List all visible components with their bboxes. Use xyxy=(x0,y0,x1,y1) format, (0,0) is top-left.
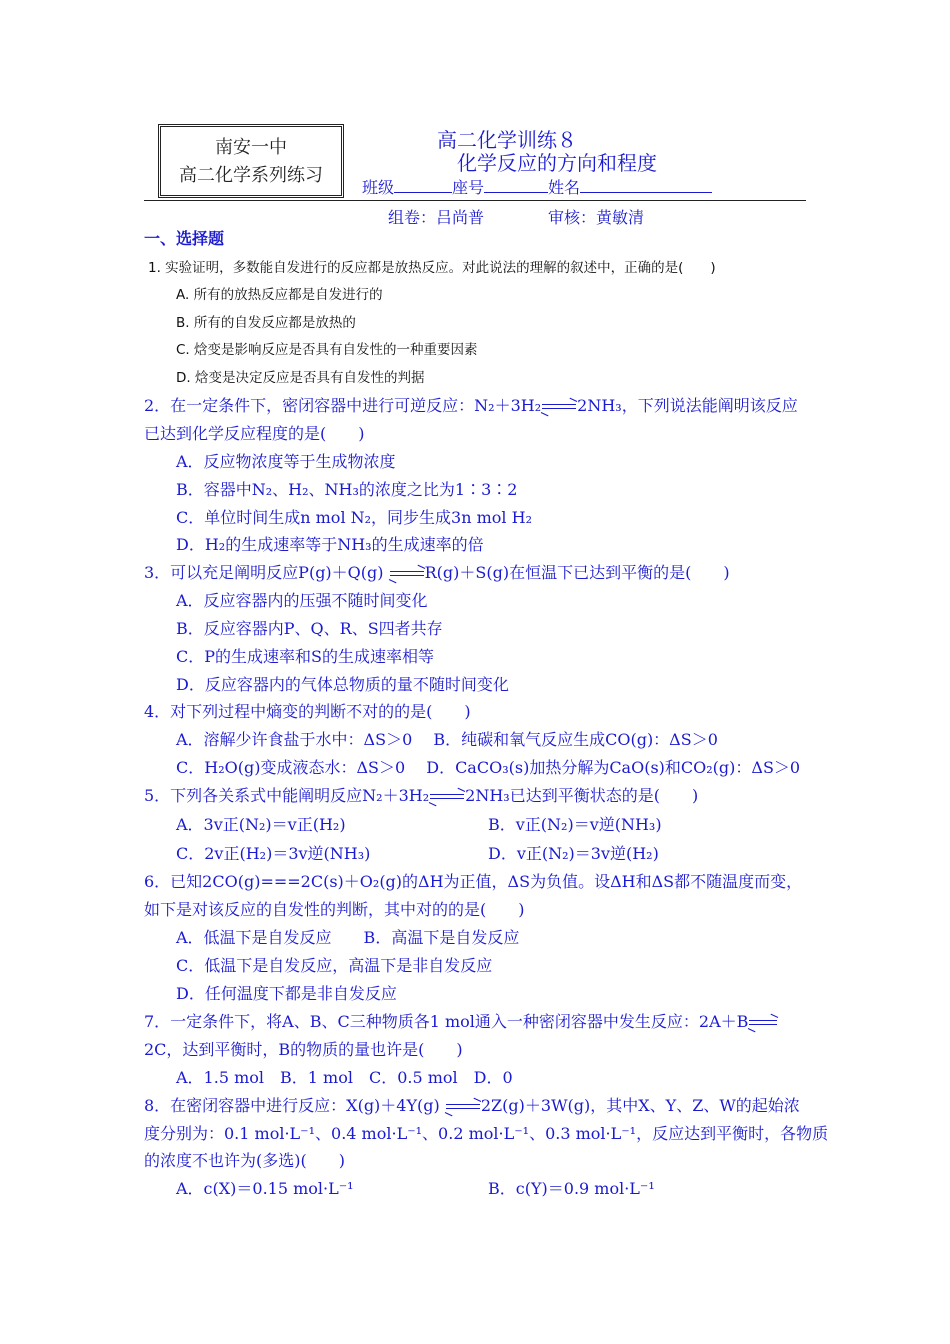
q6-stem-line2: 如下是对该反应的自发性的判断，其中对的的是( ) xyxy=(144,900,525,919)
q8-stem-line3: 的浓度不也许为(多选)( ) xyxy=(144,1151,345,1170)
q6-option-c: C．低温下是自发反应，高温下是非自发反应 xyxy=(176,956,493,975)
series-name: 高二化学系列练习 xyxy=(179,165,323,186)
q6-stem-line1: 6．已知2CO(g)===2C(s)＋O₂(g)的ΔH为正值，ΔS为负值。设ΔH和ΔS都不随温度而变， xyxy=(144,872,803,891)
q3-option-d: D．反应容器内的气体总物质的量不随时间变化 xyxy=(176,675,509,694)
equilibrium-arrow-icon xyxy=(542,403,576,411)
q3-option-a: A．反应容器内的压强不随时间变化 xyxy=(176,591,428,610)
q8-option-a: A．c(X)＝0.15 mol·L⁻¹ xyxy=(176,1179,354,1198)
q6-options-ab: A．低温下是自发反应 B．高温下是自发反应 xyxy=(176,928,520,947)
class-blank[interactable] xyxy=(394,178,452,193)
doc-title: 高二化学训练８ xyxy=(437,128,577,152)
q8-stem-line2: 度分别为：0.1 mol·L⁻¹、0.4 mol·L⁻¹、0.2 mol·L⁻¹、0.3 mol·L⁻¹，反应达到平衡时，各物质 xyxy=(144,1124,829,1143)
q4-stem: 4．对下列过程中熵变的判断不对的的是( ) xyxy=(144,702,471,721)
q2-stem-line2: 已达到化学反应程度的是( ) xyxy=(144,424,365,443)
q5-option-a: A．3v正(N₂)＝v正(H₂) xyxy=(176,815,346,834)
q3-stem-part2: R(g)＋S(g)在恒温下已达到平衡的是( ) xyxy=(424,563,730,582)
q2-stem-part2: 2NH₃，下列说法能阐明该反应 xyxy=(577,396,798,415)
section-title: 一、选择题 xyxy=(144,229,225,248)
student-info-fields xyxy=(362,175,712,198)
q5-stem-part1: 5．下列各关系式中能阐明反应N₂＋3H₂ xyxy=(144,786,430,805)
seat-label: 座号 xyxy=(452,178,485,197)
q5-stem-part2: 2NH₃已达到平衡状态的是( ) xyxy=(465,786,699,805)
q3-option-c: C．P的生成速率和S的生成速率相等 xyxy=(176,647,434,666)
q2-option-d: D．H₂的生成速率等于NH₃的生成速率的倍 xyxy=(176,535,484,554)
q3-option-b: B．反应容器内P、Q、R、S四者共存 xyxy=(176,619,443,638)
q2-option-a: A．反应物浓度等于生成物浓度 xyxy=(176,452,396,471)
school-name: 南安一中 xyxy=(215,137,287,158)
equilibrium-arrow-icon xyxy=(390,570,424,578)
q5-option-c: C．2v正(H₂)＝3v逆(NH₃) xyxy=(176,844,371,863)
q8-stem-part2: 2Z(g)＋3W(g)，其中X、Y、Z、W的起始浓 xyxy=(480,1096,800,1115)
header-divider xyxy=(144,200,806,201)
q3-stem xyxy=(144,560,730,583)
doc-subtitle: 化学反应的方向和程度 xyxy=(457,151,657,175)
q1-option-d: D. 焓变是决定反应是否具有自发性的判据 xyxy=(176,370,425,386)
equilibrium-arrow-icon xyxy=(430,793,464,801)
q5-option-b: B．v正(N₂)＝v逆(NH₃) xyxy=(488,815,662,834)
class-label: 班级 xyxy=(362,178,395,197)
q7-stem-line2: 2C，达到平衡时，B的物质的量也许是( ) xyxy=(144,1040,463,1059)
q5-stem xyxy=(144,783,698,806)
q7-options: A．1.5 mol B．1 mol C．0.5 mol D．0 xyxy=(176,1068,513,1087)
authors-line: 组卷：吕尚普 审核：黄敏清 xyxy=(388,208,645,227)
q8-stem-part1: 8．在密闭容器中进行反应：X(g)＋4Y(g) xyxy=(144,1096,440,1115)
q2-option-c: C．单位时间生成n mol N₂，同步生成3n mol H₂ xyxy=(176,508,533,527)
name-label: 姓名 xyxy=(548,178,581,197)
q4-options-ab: A．溶解少许食盐于水中：ΔS＞0 B．纯碳和氧气反应生成CO(g)：ΔS＞0 xyxy=(176,730,718,749)
q2-option-b: B．容器中N₂、H₂、NH₃的浓度之比为1∶3∶2 xyxy=(176,480,518,499)
q2-stem-line1 xyxy=(144,393,798,416)
q6-option-d: D．任何温度下都是非自发反应 xyxy=(176,984,397,1003)
q1-option-b: B. 所有的自发反应都是放热的 xyxy=(176,315,356,331)
q5-option-d: D．v正(N₂)＝3v逆(H₂) xyxy=(488,844,659,863)
q7-stem-line1 xyxy=(144,1009,778,1032)
q3-stem-part1: 3．可以充足阐明反应P(g)＋Q(g) xyxy=(144,563,384,582)
q7-stem-part1: 7．一定条件下，将A、B、C三种物质各1 mol通入一种密闭容器中发生反应：2A＋B xyxy=(144,1012,749,1031)
q8-option-b: B．c(Y)＝0.9 mol·L⁻¹ xyxy=(488,1179,655,1198)
seat-blank[interactable] xyxy=(484,178,548,193)
q1-option-c: C. 焓变是影响反应是否具有自发性的一种重要因素 xyxy=(176,342,478,358)
q4-options-cd: C．H₂O(g)变成液态水：ΔS＞0 D．CaCO₃(s)加热分解为CaO(s)和CO₂(g)：ΔS＞0 xyxy=(176,758,801,777)
equilibrium-arrow-icon xyxy=(446,1103,480,1111)
equilibrium-arrow-icon xyxy=(749,1019,777,1027)
q2-stem-part1: 2．在一定条件下，密闭容器中进行可逆反应：N₂＋3H₂ xyxy=(144,396,542,415)
name-blank[interactable] xyxy=(580,178,712,193)
q8-stem-line1 xyxy=(144,1093,800,1116)
q1-option-a: A. 所有的放热反应都是自发进行的 xyxy=(176,287,383,303)
school-label-box xyxy=(158,124,344,198)
q1-stem: 1. 实验证明，多数能自发进行的反应都是放热反应。对此说法的理解的叙述中，正确的是( ) xyxy=(148,260,716,276)
